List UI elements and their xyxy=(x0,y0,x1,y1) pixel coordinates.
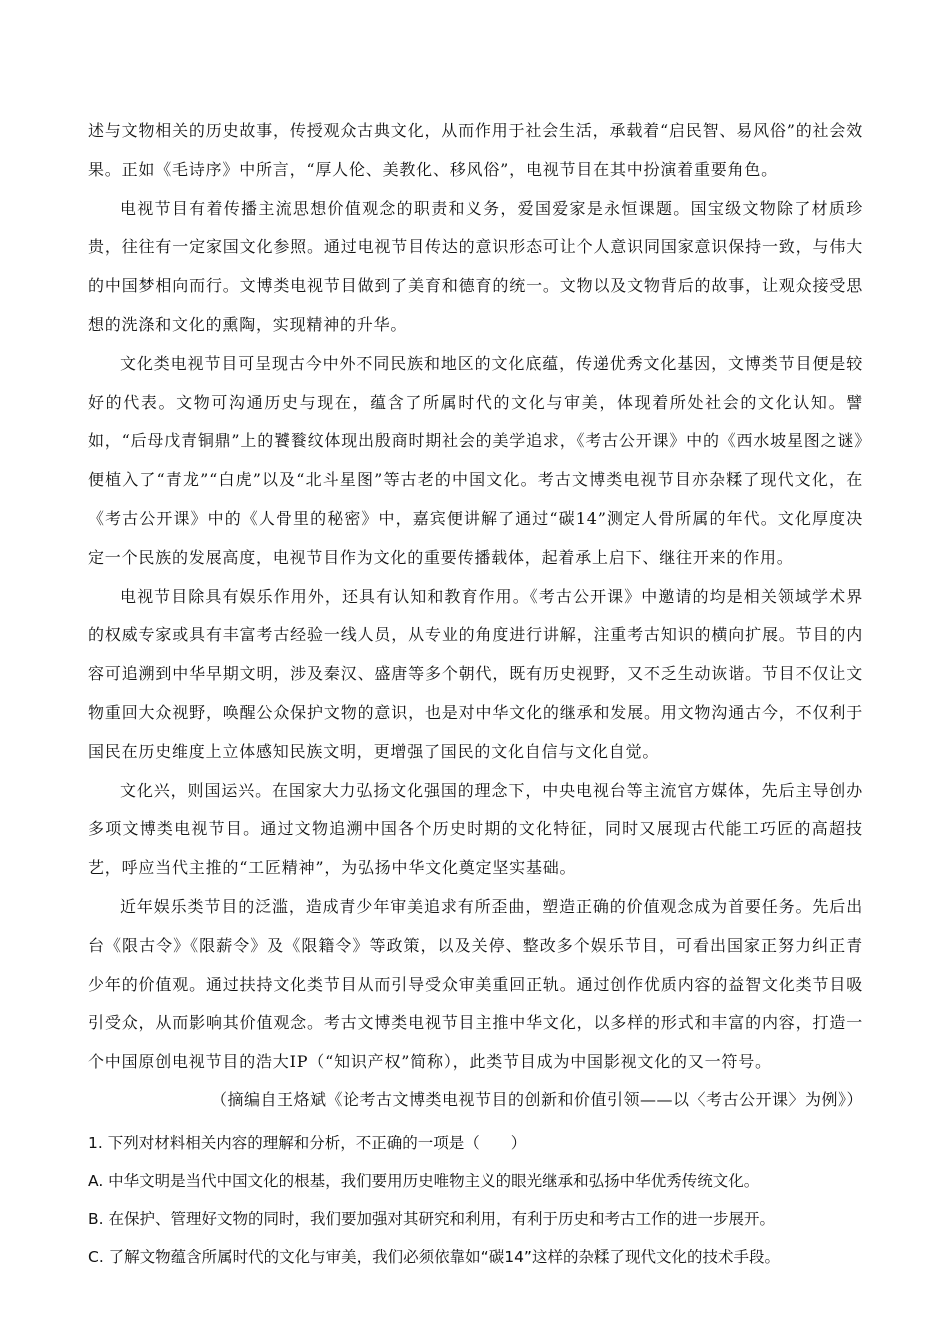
paragraph-2: 电视节目有着传播主流思想价值观念的职责和义务，爱国爱家是永恒课题。国宝级文物除了材质珍贵，往往有一定家国文化参照。通过电视节目传达的意识形态可让个人意识同国家意识保持一致，与伟大的中国梦相向而行。文博类电视节目做到了美育和德育的统一。文物以及文物背后的故事，让观众接受思想的洗涤和文化的熏陶，实现精神的升华。 xyxy=(88,198,863,334)
option-a: A. 中华文明是当代中国文化的根基，我们要用历史唯物主义的眼光继承和弘扬中华优秀传统文化。 xyxy=(88,1171,760,1190)
paragraph-4: 电视节目除具有娱乐作用外，还具有认知和教育作用。《考古公开课》中邀请的均是相关领域学术界的权威专家或具有丰富考古经验一线人员，从专业的角度进行讲解，注重考古知识的横向扩展。节目的内容可追溯到中华早期文明，涉及秦汉、盛唐等多个朝代，既有历史视野，又不乏生动诙谐。节目不仅让文物重回大众视野，唤醒公众保护文物的意识，也是对中华文化的继承和发展。用文物沟通古今，不仅利于国民在历史维度上立体感知民族文明，更增强了国民的文化自信与文化自觉。 xyxy=(88,586,863,761)
source-citation: （摘编自王烙斌《论考古文博类电视节目的创新和价值引领——以〈考古公开课〉为例》） xyxy=(210,1089,863,1109)
paragraph-5: 文化兴，则国运兴。在国家大力弘扬文化强国的理念下，中央电视台等主流官方媒体，先后主导创办多项文博类电视节目。通过文物追溯中国各个历史时期的文化特征，同时又展现古代能工巧匠的高超技艺，呼应当代主推的“工匠精神”，为弘扬中华文化奠定坚实基础。 xyxy=(88,780,863,878)
option-c: C. 了解文物蕴含所属时代的文化与审美，我们必须依靠如“碳14”这样的杂糅了现代文化的技术手段。 xyxy=(88,1247,780,1266)
question-block xyxy=(88,1124,863,1276)
paragraph-3: 文化类电视节目可呈现古今中外不同民族和地区的文化底蕴，传递优秀文化基因，文博类节目便是较好的代表。文物可沟通历史与现在，蕴含了所属时代的文化与审美，体现着所处社会的文化认知。譬如，“后母戊青铜鼎”上的饕餮纹体现出殷商时期社会的美学追求，《考古公开课》中的《西水坡星图之谜》便植入了“青龙”“白虎”以及“北斗星图”等古老的中国文化。考古文博类电视节目亦杂糅了现代文化，在《考古公开课》中的《人骨里的秘密》中，嘉宾便讲解了通过“碳14”测定人骨所属的年代。文化厚度决定一个民族的发展高度，电视节目作为文化的重要传播载体，起着承上启下、继往开来的作用。 xyxy=(88,353,863,567)
document-content xyxy=(88,112,863,1276)
question-stem: 1. 下列对材料相关内容的理解和分析，不正确的一项是（ ） xyxy=(88,1133,527,1152)
paragraph-1: 述与文物相关的历史故事，传授观众古典文化，从而作用于社会生活，承载着“启民智、易风俗”的社会效果。正如《毛诗序》中所言，“厚人伦、美教化、移风俗”，电视节目在其中扮演着重要角色。 xyxy=(88,121,863,179)
option-b: B. 在保护、管理好文物的同时，我们要加强对其研究和利用，有利于历史和考古工作的进一步展开。 xyxy=(88,1209,775,1228)
paragraph-6: 近年娱乐类节目的泛滥，造成青少年审美追求有所歪曲，塑造正确的价值观念成为首要任务。先后出台《限古令》《限薪令》及《限籍令》等政策，以及关停、整改多个娱乐节目，可看出国家正努力纠正青少年的价值观。通过扶持文化类节目从而引导受众审美重回正轨。通过创作优质内容的益智文化类节目吸引受众，从而影响其价值观念。考古文博类电视节目主推中华文化，以多样的形式和丰富的内容，打造一个中国原创电视节目的浩大IP（“知识产权”简称），此类节目成为中国影视文化的又一符号。 xyxy=(88,896,863,1072)
